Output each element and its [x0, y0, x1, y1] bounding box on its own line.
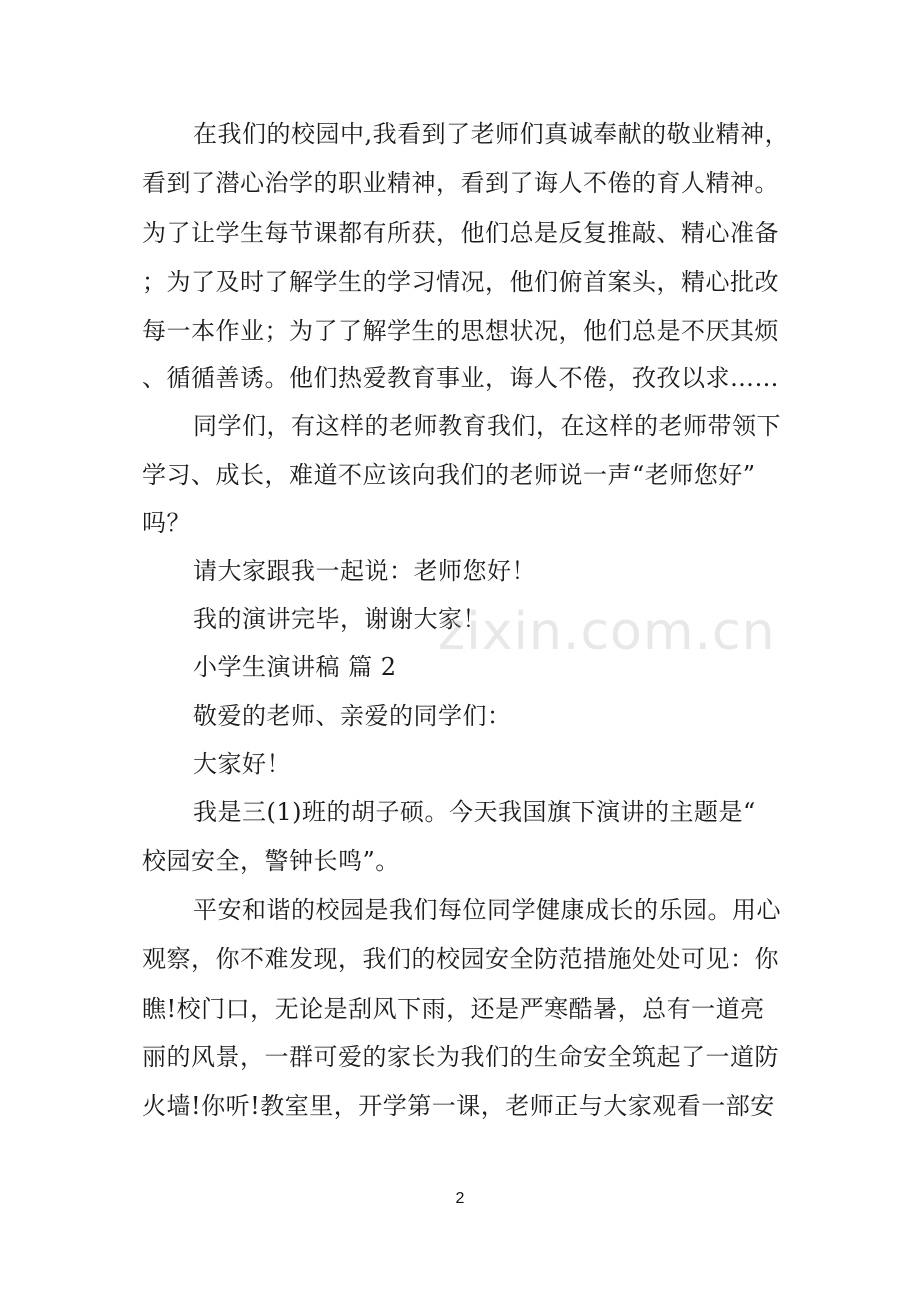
paragraph-line: 丽的风景，一群可爱的家长为我们的生命安全筑起了一道防: [142, 1043, 779, 1071]
watermark: zixin.com.cn: [438, 602, 776, 662]
paragraph-line: 同学们，有这样的老师教育我们，在这样的老师带领下: [193, 412, 781, 440]
paragraph-line: 吗？: [142, 509, 191, 537]
paragraph-line: 平安和谐的校园是我们每位同学健康成长的乐园。用心: [193, 896, 781, 924]
paragraph-line: 在我们的校园中,我看到了老师们真诚奉献的敬业精神，: [193, 120, 790, 148]
paragraph-line: 观察，你不难发现，我们的校园安全防范措施处处可见：你: [142, 945, 779, 973]
paragraph-line: 看到了潜心治学的职业精神，看到了诲人不倦的育人精神。: [142, 169, 779, 197]
paragraph-line: 我的演讲完毕，谢谢大家！: [193, 605, 487, 633]
page-number: 2: [455, 1190, 465, 1207]
paragraph-line: 我是三(1)班的胡子硕。今天我国旗下演讲的主题是“: [193, 798, 756, 826]
paragraph-line: 瞧!校门口，无论是刮风下雨，还是严寒酷暑，总有一道亮: [142, 995, 765, 1023]
paragraph-line: 、循循善诱。他们热爱教育事业，诲人不倦，孜孜以求……: [142, 364, 779, 392]
paragraph-line: 火墙!你听!教室里，开学第一课，老师正与大家观看一部安: [142, 1092, 775, 1120]
section-heading: 小学生演讲稿 篇 2: [193, 653, 397, 681]
paragraph-line: 校园安全，警钟长鸣”。: [142, 847, 400, 875]
salutation-line: 敬爱的老师、亲爱的同学们：: [193, 702, 512, 730]
paragraph-line: 请大家跟我一起说：老师您好！: [193, 557, 536, 585]
paragraph-line: 为了让学生每节课都有所获，他们总是反复推敲、精心准备: [142, 219, 779, 247]
paragraph-line: 每一本作业；为了了解学生的思想状况，他们总是不厌其烦: [142, 317, 779, 345]
paragraph-line: 学习、成长，难道不应该向我们的老师说一声“老师您好”: [142, 461, 756, 489]
paragraph-line: ；为了及时了解学生的学习情况，他们俯首案头，精心批改: [142, 268, 779, 296]
greeting-line: 大家好！: [193, 750, 291, 778]
